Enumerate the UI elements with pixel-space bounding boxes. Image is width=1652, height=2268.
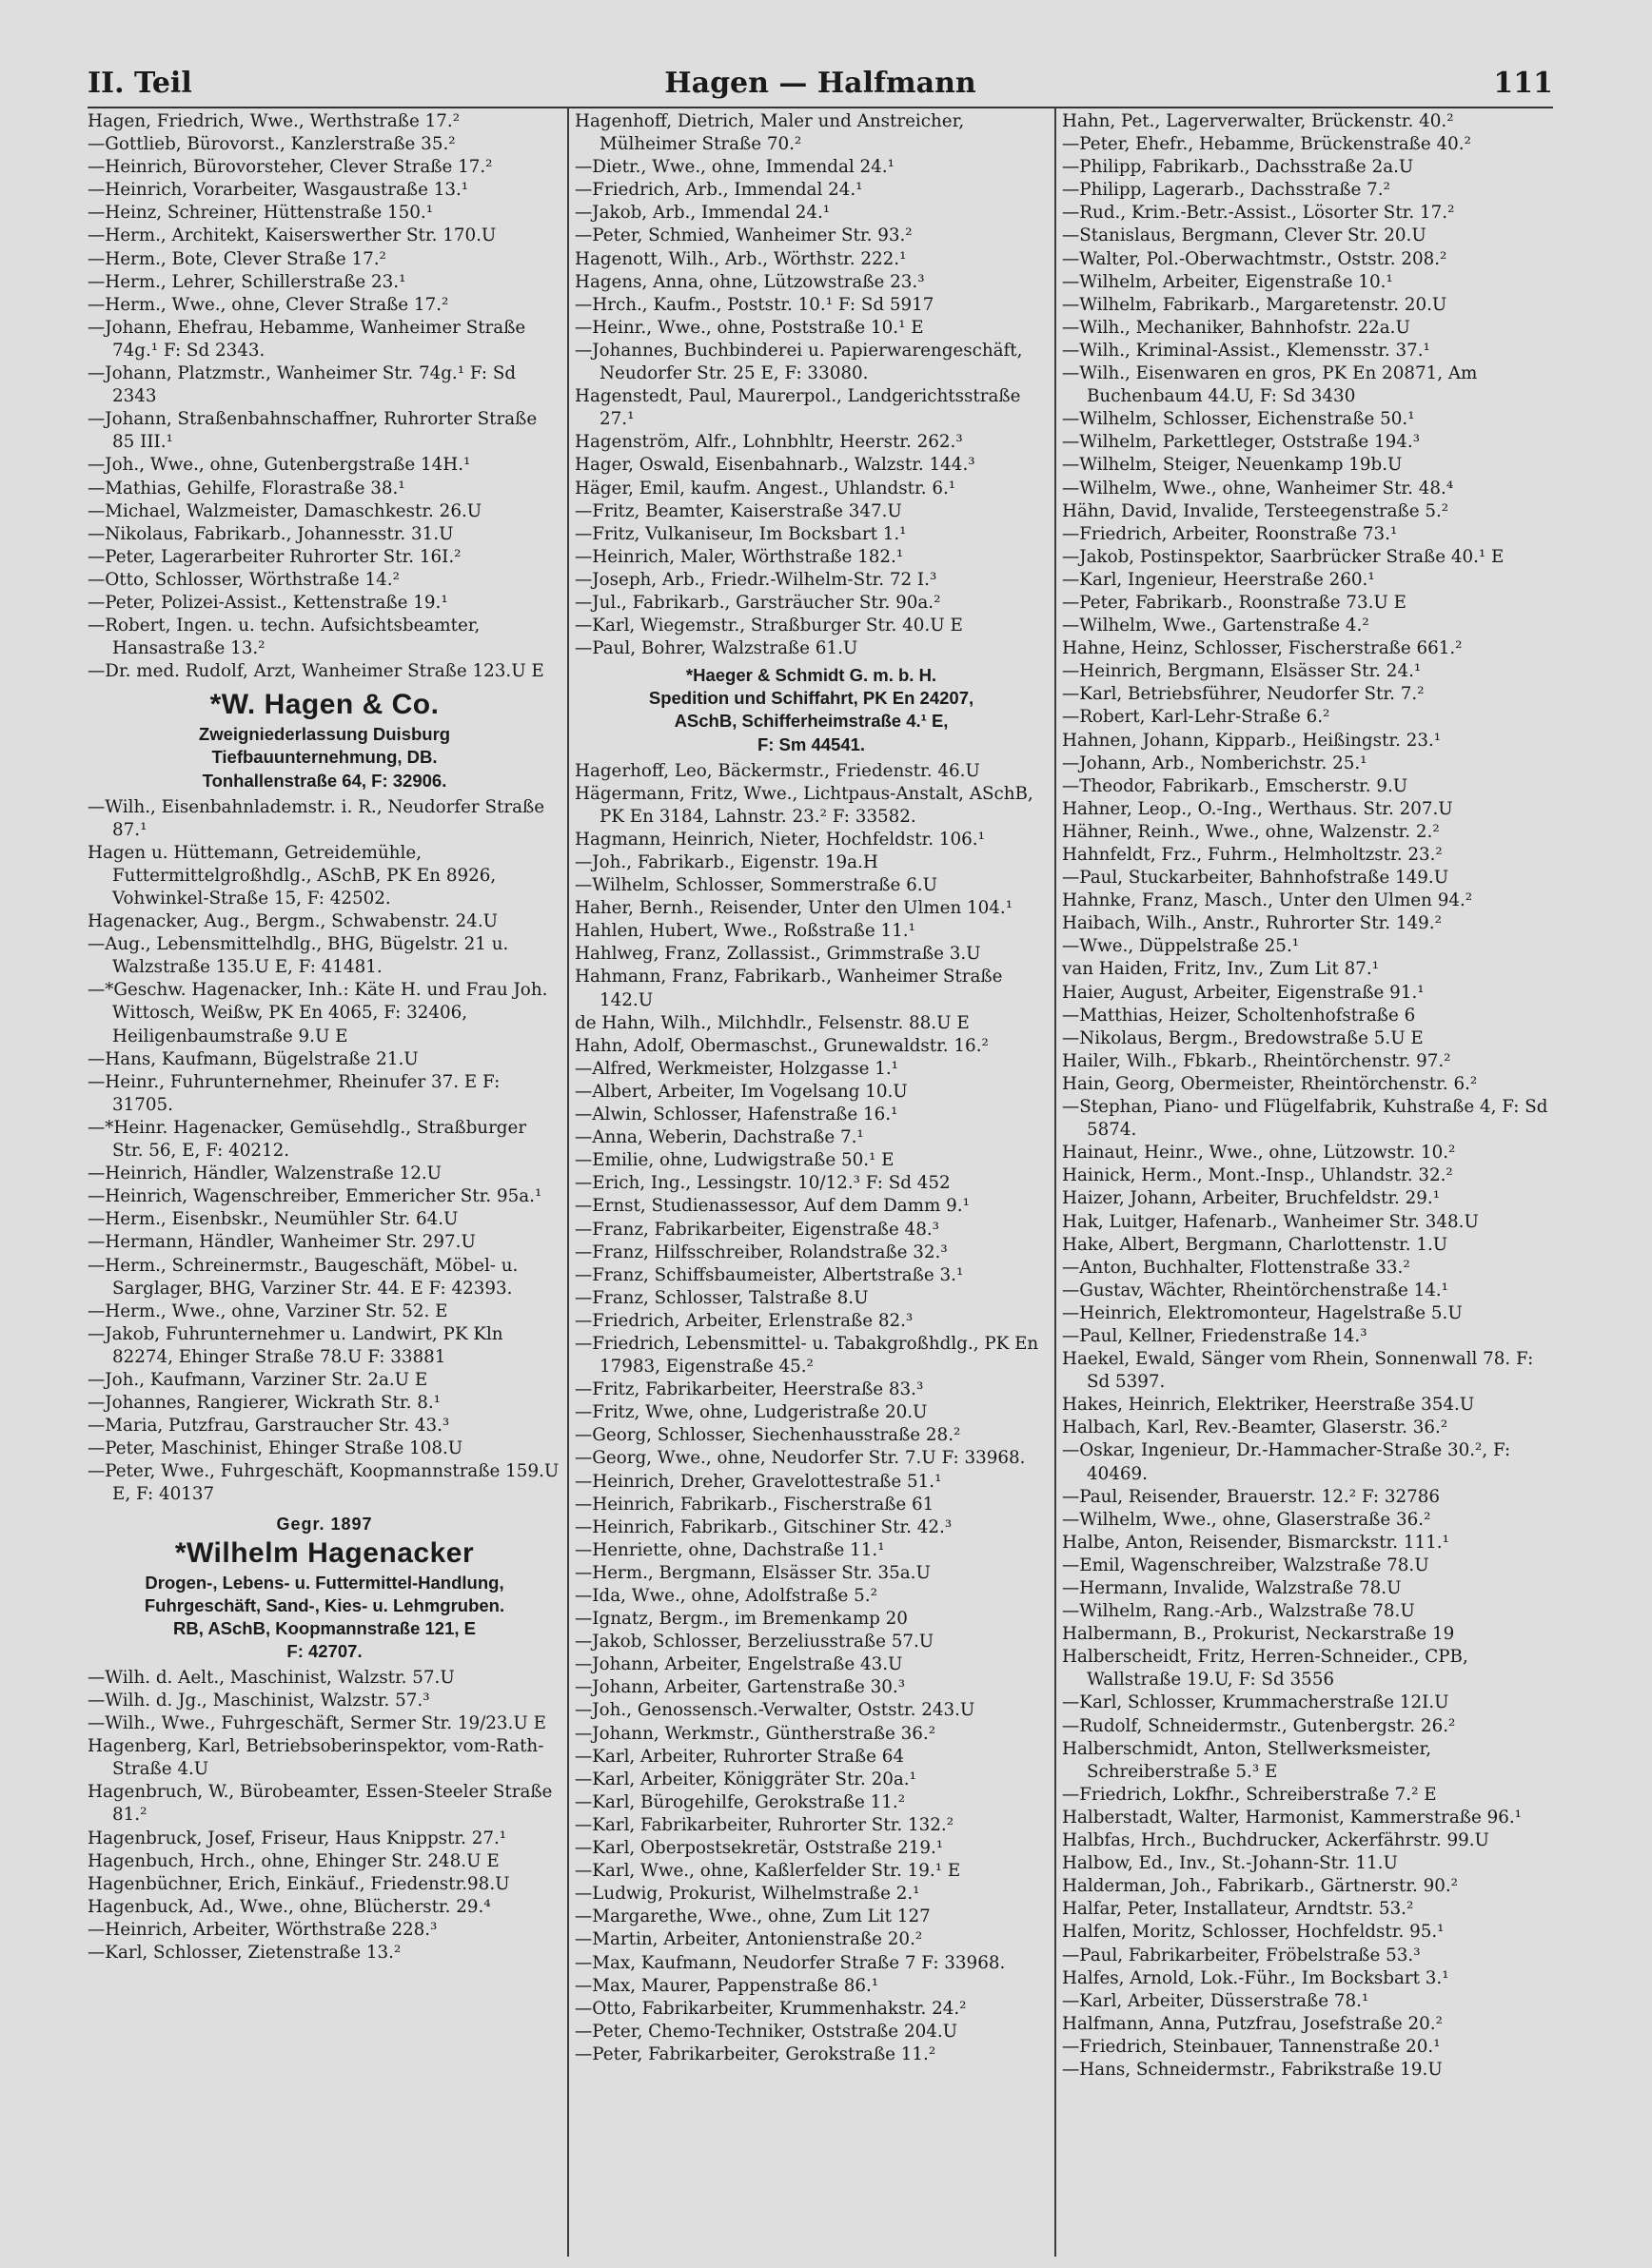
firm-detail-line: Drogen-, Lebens- u. Futtermittel-Handlung, Fuhrgeschäft, Sand-, Kies- u. Lehmgruben. <box>144 1572 505 1615</box>
directory-entry: —Fritz, Wwe, ohne, Ludgeristraße 20.U <box>575 1402 928 1423</box>
directory-entry: —Dietr., Wwe., ohne, Immendal 24.¹ <box>575 157 895 178</box>
directory-entry: —Gustav, Wächter, Rheintörchenstraße 14.¹ <box>1062 1280 1448 1300</box>
directory-entry: —Franz, Schlosser, Talstraße 8.U <box>575 1287 869 1308</box>
directory-entry: Hagenhoff, Dietrich, Maler und Anstreicher, Mülheimer Straße 70.² <box>575 111 965 155</box>
directory-entry: —Mathias, Gehilfe, Florastraße 38.¹ <box>88 478 405 499</box>
directory-entry: Haibach, Wilh., Anstr., Ruhrorter Str. 149.² <box>1062 913 1442 934</box>
directory-entry: —Joh., Genossensch.-Verwalter, Oststr. 243.U <box>575 1700 975 1721</box>
directory-entry: —Johannes, Rangierer, Wickrath Str. 8.¹ <box>88 1393 441 1414</box>
directory-entry: —Peter, Chemo-Techniker, Oststraße 204.U <box>575 2021 958 2042</box>
directory-entry: —Heinz, Schreiner, Hüttenstraße 150.¹ <box>88 203 434 224</box>
directory-entry: —Rud., Krim.-Betr.-Assist., Lösorter Str. 17.² <box>1062 203 1455 224</box>
directory-entry: —Friedrich, Steinbauer, Tannenstraße 20.¹ <box>1062 2036 1441 2057</box>
directory-entry: Haekel, Ewald, Sänger vom Rhein, Sonnenwall 78. F: Sd 5397. <box>1062 1349 1534 1393</box>
directory-entry: —Karl, Oberpostsekretär, Oststraße 219.¹ <box>575 1838 944 1859</box>
directory-entry: Halbfas, Hrch., Buchdrucker, Ackerfährstr. 99.U <box>1062 1830 1489 1851</box>
column-1 <box>88 110 561 2251</box>
directory-entry: —Walter, Pol.-Oberwachtmstr., Oststr. 208.² <box>1062 248 1447 269</box>
directory-entry: Hainaut, Heinr., Wwe., ohne, Lützowstr. 10.² <box>1062 1143 1456 1163</box>
directory-entry: —Herm., Architekt, Kaiserswerther Str. 170.U <box>88 225 497 246</box>
directory-entry: —Franz, Fabrikarbeiter, Eigenstraße 48.³ <box>575 1219 939 1240</box>
directory-entry: —Robert, Ingen. u. techn. Aufsichtsbeamter, Hansastraße 13.² <box>88 616 481 659</box>
column-divider <box>567 107 569 2257</box>
directory-entry: —Heinrich, Maler, Wörthstraße 182.¹ <box>575 546 904 567</box>
directory-entry: —Hans, Kaufmann, Bügelstraße 21.U <box>88 1048 419 1069</box>
directory-entry: —Peter, Schmied, Wanheimer Str. 93.² <box>575 225 913 246</box>
firm-advertisement <box>88 1513 561 1663</box>
directory-entry: —Nikolaus, Bergm., Bredowstraße 5.U E <box>1062 1027 1424 1048</box>
directory-entry: Hahmann, Franz, Fabrikarb., Wanheimer Straße 142.U <box>575 967 1003 1010</box>
directory-entry: —Henriette, ohne, Dachstraße 11.¹ <box>575 1539 885 1560</box>
directory-entry: —Wilhelm, Wwe., ohne, Wanheimer Str. 48.⁴ <box>1062 478 1454 499</box>
directory-entry: Hagens, Anna, ohne, Lützowstraße 23.³ <box>575 271 925 292</box>
directory-entry: —Wilh., Eisenwaren en gros, PK En 20871, Am Buchenbaum 44.U, F: Sd 3430 <box>1062 363 1478 407</box>
directory-entry: —Franz, Hilfsschreiber, Rolandstraße 32.³ <box>575 1242 948 1262</box>
directory-entry: —Heinrich, Wagenschreiber, Emmericher Str. 95a.¹ <box>88 1186 542 1207</box>
column-divider <box>1054 107 1056 2257</box>
directory-entry: —Peter, Maschinist, Ehinger Straße 108.U <box>88 1438 463 1459</box>
directory-entry: —Rudolf, Schneidermstr., Gutenbergstr. 26.² <box>1062 1715 1456 1736</box>
directory-entry: Hain, Georg, Obermeister, Rheintörchenstr. 6.² <box>1062 1073 1478 1094</box>
directory-entry: Hake, Albert, Bergmann, Charlottenstr. 1.U <box>1062 1234 1448 1255</box>
firm-advertisement <box>88 687 561 792</box>
directory-entry: Hagmann, Heinrich, Nieter, Hochfeldstr. 106.¹ <box>575 829 985 850</box>
directory-entry: —Herm., Wwe., ohne, Varziner Str. 52. E <box>88 1300 448 1321</box>
directory-entry: —Herm., Bergmann, Elsässer Str. 35a.U <box>575 1562 931 1583</box>
directory-entry: —Wilhelm, Wwe., Gartenstraße 4.² <box>1062 616 1369 636</box>
directory-entry: —Stephan, Piano- und Flügelfabrik, Kuhstraße 4, F: Sd 5874. <box>1062 1097 1548 1141</box>
directory-entry: —Fritz, Fabrikarbeiter, Heerstraße 83.³ <box>575 1379 924 1400</box>
directory-entry: —Wilhelm, Schlosser, Eichenstraße 50.¹ <box>1062 409 1415 430</box>
directory-entry: Hägermann, Fritz, Wwe., Lichtpaus-Anstalt, ASchB, PK En 3184, Lahnstr. 23.² F: 33582. <box>575 783 1033 827</box>
directory-entry: —Karl, Schlosser, Krummacherstraße 12I.U <box>1062 1692 1449 1713</box>
directory-entry: —Hermann, Händler, Wanheimer Str. 297.U <box>88 1232 476 1253</box>
page-range-title: Hagen — Halfmann <box>664 67 976 100</box>
directory-entry: —Max, Maurer, Pappenstraße 86.¹ <box>575 1975 879 1996</box>
directory-entry: Halbermann, B., Prokurist, Neckarstraße 19 <box>1062 1624 1455 1645</box>
directory-entry: Hahner, Leop., O.-Ing., Werthaus. Str. 207.U <box>1062 798 1453 819</box>
directory-entry: —Johann, Arbeiter, Gartenstraße 30.³ <box>575 1677 906 1698</box>
directory-entry: —Joh., Fabrikarb., Eigenstr. 19a.H <box>575 852 878 872</box>
directory-entry: —Heinrich, Vorarbeiter, Wasgaustraße 13.¹ <box>88 180 469 201</box>
directory-entry: —Friedrich, Arbeiter, Roonstraße 73.¹ <box>1062 523 1398 544</box>
directory-entry: —Jakob, Schlosser, Berzeliusstraße 57.U <box>575 1632 934 1652</box>
directory-entry: —Jakob, Arb., Immendal 24.¹ <box>575 203 831 224</box>
directory-entry: —Joseph, Arb., Friedr.-Wilhelm-Str. 72 I.³ <box>575 569 937 590</box>
directory-entry: —Ludwig, Prokurist, Wilhelmstraße 2.¹ <box>575 1884 920 1905</box>
directory-entry: —Emil, Wagenschreiber, Walzstraße 78.U <box>1062 1554 1429 1575</box>
directory-entry: —Philipp, Fabrikarb., Dachsstraße 2a.U <box>1062 157 1414 178</box>
directory-entry: Hagenberg, Karl, Betriebsoberinspektor, vom-Rath-Straße 4.U <box>88 1736 544 1780</box>
directory-entry: —Emilie, ohne, Ludwigstraße 50.¹ E <box>575 1150 895 1171</box>
directory-entry: Hagenbuck, Ad., Wwe., ohne, Blücherstr. 29.⁴ <box>88 1896 491 1917</box>
directory-entry: —Fritz, Beamter, Kaiserstraße 347.U <box>575 500 902 521</box>
directory-entry: —Karl, Schlosser, Zietenstraße 13.² <box>88 1943 402 1964</box>
directory-entry: —Margarethe, Wwe., ohne, Zum Lit 127 <box>575 1906 931 1927</box>
directory-entry: Halbach, Karl, Rev.-Beamter, Glaserstr. 36.² <box>1062 1418 1448 1438</box>
directory-entry: Halberschmidt, Anton, Stellwerksmeister, Schreiberstraße 5.³ E <box>1062 1738 1432 1782</box>
directory-entry: —Oskar, Ingenieur, Dr.-Hammacher-Straße 30.², F: 40469. <box>1062 1440 1511 1484</box>
directory-entry: Halfes, Arnold, Lok.-Führ., Im Bocksbart 3.¹ <box>1062 1967 1449 1988</box>
directory-entry: Hagen, Friedrich, Wwe., Werthstraße 17.² <box>88 111 461 131</box>
directory-entry: —Karl, Wwe., ohne, Kaßlerfelder Str. 19.¹ E <box>575 1861 961 1882</box>
directory-entry: Hahne, Heinz, Schlosser, Fischerstraße 661.² <box>1062 638 1463 659</box>
directory-entry: —Peter, Fabrikarbeiter, Gerokstraße 11.² <box>575 2043 936 2064</box>
directory-entry: —Joh., Wwe., ohne, Gutenbergstraße 14H.¹ <box>88 455 471 476</box>
firm-detail-line: Tiefbauunternehmung, DB. <box>211 747 438 768</box>
directory-entry: —Martin, Arbeiter, Antonienstraße 20.² <box>575 1929 923 1950</box>
directory-entry: —Johann, Werkmstr., Güntherstraße 36.² <box>575 1723 936 1744</box>
directory-entry: Halfmann, Anna, Putzfrau, Josefstraße 20.² <box>1062 2013 1443 2034</box>
founded-year: Gegr. 1897 <box>276 1514 373 1534</box>
directory-entry: Halfen, Moritz, Schlosser, Hochfeldstr. 95.¹ <box>1062 1922 1445 1943</box>
firm-detail-line: F: Sm 44541. <box>757 733 866 754</box>
directory-entry: Halderman, Joh., Fabrikarb., Gärtnerstr. 90.² <box>1062 1876 1459 1897</box>
directory-entry: —Robert, Karl-Lehr-Straße 6.² <box>1062 707 1330 728</box>
directory-entry: —Otto, Schlosser, Wörthstraße 14.² <box>88 569 400 590</box>
directory-entry: Halberscheidt, Fritz, Herren-Schneider., CPB, Wallstraße 19.U, F: Sd 3556 <box>1062 1647 1468 1691</box>
directory-entry: —Johann, Straßenbahnschaffner, Ruhrorter Straße 85 III.¹ <box>88 409 538 453</box>
directory-entry: Hager, Oswald, Eisenbahnarb., Walzstr. 144.³ <box>575 455 975 476</box>
directory-entry: Hähn, David, Invalide, Tersteegenstraße 5.² <box>1062 500 1449 521</box>
directory-entry: Hagenacker, Aug., Bergm., Schwabenstr. 24.U <box>88 911 499 932</box>
directory-entry: —Wilhelm, Rang.-Arb., Walzstraße 78.U <box>1062 1601 1415 1622</box>
directory-entry: —Heinrich, Fabrikarb., Gitschiner Str. 42.³ <box>575 1516 953 1537</box>
directory-entry: —Paul, Stuckarbeiter, Bahnhofstraße 149.U <box>1062 868 1449 889</box>
directory-entry: Hagenström, Alfr., Lohnbhltr, Heerstr. 262.³ <box>575 432 963 453</box>
directory-entry: de Hahn, Wilh., Milchhdlr., Felsenstr. 88.U E <box>575 1012 970 1033</box>
directory-entry: —Anna, Weberin, Dachstraße 7.¹ <box>575 1127 864 1148</box>
firm-detail-line: ASchB, Schifferheimstraße 4.¹ E, <box>674 711 949 732</box>
directory-entry: —Peter, Lagerarbeiter Ruhrorter Str. 16I.² <box>88 546 462 567</box>
page-header <box>88 67 1553 105</box>
directory-entry: —Wilhelm, Steiger, Neuenkamp 19b.U <box>1062 455 1403 476</box>
firm-detail-line: Zweigniederlassung Duisburg <box>198 724 451 745</box>
directory-entry: Halbow, Ed., Inv., St.-Johann-Str. 11.U <box>1062 1853 1398 1874</box>
directory-entry: —Johann, Ehefrau, Hebamme, Wanheimer Straße 74g.¹ F: Sd 2343. <box>88 317 526 361</box>
directory-entry: —Maria, Putzfrau, Garstraucher Str. 43.³ <box>88 1416 450 1437</box>
directory-entry: —Peter, Fabrikarb., Roonstraße 73.U E <box>1062 592 1406 613</box>
directory-entry: —Ignatz, Bergm., im Bremenkamp 20 <box>575 1609 908 1630</box>
directory-entry: —Philipp, Lagerarb., Dachsstraße 7.² <box>1062 180 1390 201</box>
directory-entry: —Wilh., Wwe., Fuhrgeschäft, Sermer Str. 19/23.U E <box>88 1713 546 1734</box>
directory-entry: —Theodor, Fabrikarb., Emscherstr. 9.U <box>1062 775 1408 796</box>
directory-entry: Hagerhoff, Leo, Bäckermstr., Friedenstr. 46.U <box>575 760 980 781</box>
directory-entry: —Friedrich, Lokfhr., Schreiberstraße 7.² E <box>1062 1784 1437 1805</box>
directory-entry: Hainick, Herm., Mont.-Insp., Uhlandstr. 32.² <box>1062 1165 1453 1186</box>
directory-entry: —Friedrich, Lebensmittel- u. Tabakgroßhdlg., PK En 17983, Eigenstraße 45.² <box>575 1333 1039 1378</box>
directory-entry: —Dr. med. Rudolf, Arzt, Wanheimer Straße 123.U E <box>88 661 544 682</box>
directory-entry: —*Heinr. Hagenacker, Gemüsehdlg., Straßburger Str. 56, E, F: 40212. <box>88 1117 527 1162</box>
directory-entry: van Haiden, Fritz, Inv., Zum Lit 87.¹ <box>1062 959 1380 980</box>
directory-entry: Hahnfeldt, Frz., Fuhrm., Helmholtzstr. 23.² <box>1062 845 1443 865</box>
directory-entry: —Wwe., Düppelstraße 25.¹ <box>1062 936 1300 957</box>
directory-entry: Haizer, Johann, Arbeiter, Bruchfeldstr. 29.¹ <box>1062 1188 1441 1209</box>
directory-entry: —Heinrich, Bürovorsteher, Clever Straße 17.² <box>88 157 493 178</box>
directory-entry: —Herm., Wwe., ohne, Clever Straße 17.² <box>88 294 449 315</box>
directory-entry: —Karl, Bürogehilfe, Gerokstraße 11.² <box>575 1791 906 1812</box>
directory-entry: —Herm., Bote, Clever Straße 17.² <box>88 248 386 269</box>
header-rule <box>88 107 1553 108</box>
directory-entry: —Wilh., Eisenbahnlademstr. i. R., Neudorfer Straße 87.¹ <box>88 796 545 840</box>
directory-entry: Hahlweg, Franz, Zollassist., Grimmstraße 3.U <box>575 944 981 965</box>
directory-entry: —Hrch., Kaufm., Poststr. 10.¹ F: Sd 5917 <box>575 294 934 315</box>
directory-entry: —Heinrich, Dreher, Gravelottestraße 51.¹ <box>575 1471 942 1492</box>
directory-entry: Hagenstedt, Paul, Maurerpol., Landgerichtsstraße 27.¹ <box>575 386 1021 430</box>
directory-entry: —Karl, Wiegemstr., Straßburger Str. 40.U E <box>575 616 963 636</box>
directory-entry: —Karl, Ingenieur, Heerstraße 260.¹ <box>1062 569 1375 590</box>
directory-entry: Hahlen, Hubert, Wwe., Roßstraße 11.¹ <box>575 921 915 942</box>
directory-entry: —Johannes, Buchbinderei u. Papierwarengeschäft, Neudorfer Str. 25 E, F: 33080. <box>575 340 1023 384</box>
directory-entry: Häger, Emil, kaufm. Angest., Uhlandstr. 6.¹ <box>575 478 956 499</box>
directory-entry: —Heinrich, Bergmann, Elsässer Str. 24.¹ <box>1062 661 1422 682</box>
directory-entry: —Anton, Buchhalter, Flottenstraße 33.² <box>1062 1257 1410 1278</box>
directory-entry: —Paul, Fabrikarbeiter, Fröbelstraße 53.³ <box>1062 1945 1421 1965</box>
directory-entry: Hagenbruch, W., Bürobeamter, Essen-Steeler Straße 81.² <box>88 1782 553 1826</box>
directory-entry: —Franz, Schiffsbaumeister, Albertstraße 3.¹ <box>575 1264 964 1285</box>
directory-entry: —Heinrich, Elektromonteur, Hagelstraße 5.U <box>1062 1302 1463 1323</box>
firm-detail-line: Spedition und Schiffahrt, PK En 24207, <box>648 688 974 709</box>
directory-entry: —Paul, Reisender, Brauerstr. 12.² F: 32786 <box>1062 1486 1441 1507</box>
directory-entry: Hagenott, Wilh., Arb., Wörthstr. 222.¹ <box>575 248 907 269</box>
directory-entry: —Gottlieb, Bürovorst., Kanzlerstraße 35.² <box>88 134 456 155</box>
directory-entry: —Jakob, Fuhrunternehmer u. Landwirt, PK Kln 82274, Ehinger Straße 78.U F: 33881 <box>88 1323 503 1367</box>
column-3 <box>1062 110 1553 2251</box>
directory-entry: —Paul, Kellner, Friedenstraße 14.³ <box>1062 1325 1367 1346</box>
directory-entry: —Jul., Fabrikarb., Garsträucher Str. 90a.² <box>575 592 941 613</box>
directory-entry: Hahnke, Franz, Masch., Unter den Ulmen 94.² <box>1062 890 1473 911</box>
directory-entry: —Michael, Walzmeister, Damaschkestr. 26.U <box>88 500 482 521</box>
directory-entry: Hahn, Pet., Lagerverwalter, Brückenstr. 40.² <box>1062 111 1454 131</box>
directory-entry: Halberstadt, Walter, Harmonist, Kammerstraße 96.¹ <box>1062 1807 1522 1828</box>
directory-entry: —Erich, Ing., Lessingstr. 10/12.³ F: Sd 452 <box>575 1173 951 1194</box>
firm-name: *Wilhelm Hagenacker <box>174 1536 475 1569</box>
directory-entry: Hakes, Heinrich, Elektriker, Heerstraße 354.U <box>1062 1395 1475 1416</box>
directory-entry: —Heinrich, Arbeiter, Wörthstraße 228.³ <box>88 1919 438 1940</box>
directory-entry: —Wilh., Mechaniker, Bahnhofstr. 22a.U <box>1062 317 1410 338</box>
directory-entry: Hagenbuch, Hrch., ohne, Ehinger Str. 248.U E <box>88 1850 500 1871</box>
directory-entry: —Wilh. d. Jg., Maschinist, Walzstr. 57.³ <box>88 1691 430 1711</box>
directory-entry: —Alwin, Schlosser, Hafenstraße 16.¹ <box>575 1105 898 1125</box>
directory-entry: —Ernst, Studienassessor, Auf dem Damm 9.¹ <box>575 1196 970 1217</box>
directory-entry: —Max, Kaufmann, Neudorfer Straße 7 F: 33968. <box>575 1952 1006 1973</box>
firm-advertisement <box>575 664 1048 755</box>
directory-entry: —Albert, Arbeiter, Im Vogelsang 10.U <box>575 1081 908 1102</box>
directory-entry: —Wilh., Kriminal-Assist., Klemensstr. 37.¹ <box>1062 340 1430 361</box>
directory-entry: Hagenbruck, Josef, Friseur, Haus Knippstr. 27.¹ <box>88 1828 507 1848</box>
column-2 <box>575 110 1048 2251</box>
directory-entry: Hähner, Reinh., Wwe., ohne, Walzenstr. 2.² <box>1062 821 1440 842</box>
directory-entry: —Wilh. d. Aelt., Maschinist, Walzstr. 57.U <box>88 1667 455 1688</box>
directory-entry: —Peter, Ehefr., Hebamme, Brückenstraße 40.² <box>1062 134 1471 155</box>
directory-entry: —Wilhelm, Wwe., ohne, Glaserstraße 36.² <box>1062 1509 1431 1530</box>
directory-entry: Hailer, Wilh., Fbkarb., Rheintörchenstr. 97.² <box>1062 1050 1451 1071</box>
directory-entry: Halbe, Anton, Reisender, Bismarckstr. 111.¹ <box>1062 1532 1449 1553</box>
directory-entry: —Stanislaus, Bergmann, Clever Str. 20.U <box>1062 225 1426 246</box>
directory-entry: —Wilhelm, Fabrikarb., Margaretenstr. 20.U <box>1062 294 1447 315</box>
directory-entry: —Wilhelm, Schlosser, Sommerstraße 6.U <box>575 875 937 896</box>
directory-entry: —Peter, Wwe., Fuhrgeschäft, Koopmannstraße 159.U E, F: 40137 <box>88 1461 560 1505</box>
directory-entry: —Ida, Wwe., ohne, Adolfstraße 5.² <box>575 1586 877 1606</box>
directory-entry: —Joh., Kaufmann, Varziner Str. 2a.U E <box>88 1369 428 1390</box>
directory-entry: —Heinr., Wwe., ohne, Poststraße 10.¹ E <box>575 317 924 338</box>
directory-entry: —Georg, Schlosser, Siechenhausstraße 28.² <box>575 1425 961 1446</box>
directory-entry: —Nikolaus, Fabrikarb., Johannesstr. 31.U <box>88 523 454 544</box>
directory-entry: —Georg, Wwe., ohne, Neudorfer Str. 7.U F: 33968. <box>575 1448 1026 1469</box>
directory-entry: —Wilhelm, Arbeiter, Eigenstraße 10.¹ <box>1062 271 1393 292</box>
directory-entry: —*Geschw. Hagenacker, Inh.: Käte H. und Frau Joh. Wittosch, Weißw, PK En 4065, F: 32406, Heiligenbaumstraße 9.U E <box>88 980 548 1046</box>
directory-entry: —Karl, Fabrikarbeiter, Ruhrorter Str. 132.² <box>575 1814 954 1835</box>
directory-entry: —Karl, Betriebsführer, Neudorfer Str. 7.² <box>1062 684 1425 705</box>
directory-entry: —Heinrich, Händler, Walzenstraße 12.U <box>88 1163 442 1184</box>
firm-name: *W. Hagen & Co. <box>209 689 440 721</box>
directory-entry: —Johann, Arbeiter, Engelstraße 43.U <box>575 1654 903 1675</box>
directory-entry: Hak, Luitger, Hafenarb., Wanheimer Str. 348.U <box>1062 1211 1479 1232</box>
directory-entry: Hagen u. Hüttemann, Getreidemühle, Futtermittelgroßhdlg., ASchB, PK En 8926, Vohwinkel-Straße 15, F: 42502. <box>88 842 497 909</box>
directory-entry: Hagenbüchner, Erich, Einkäuf., Friedenstr.98.U <box>88 1873 510 1894</box>
directory-entry: —Herm., Schreinermstr., Baugeschäft, Möbel- u. Sarglager, BHG, Varziner Str. 44. E F: 42393. <box>88 1255 519 1299</box>
directory-entry: —Heinr., Fuhrunternehmer, Rheinufer 37. E F: 31705. <box>88 1071 501 1115</box>
firm-detail-line: *Haeger & Schmidt G. m. b. H. <box>685 665 937 686</box>
directory-entry: —Wilhelm, Parkettleger, Oststraße 194.³ <box>1062 432 1421 453</box>
directory-entry: —Paul, Bohrer, Walzstraße 61.U <box>575 638 858 659</box>
directory-entry: Hahn, Adolf, Obermaschst., Grunewaldstr. 16.² <box>575 1035 989 1056</box>
directory-entry: —Karl, Arbeiter, Düsserstraße 78.¹ <box>1062 1990 1369 2011</box>
firm-detail-line: RB, ASchB, Koopmannstraße 121, E <box>173 1617 476 1638</box>
directory-entry: —Alfred, Werkmeister, Holzgasse 1.¹ <box>575 1058 899 1079</box>
directory-entry: —Johann, Platzmstr., Wanheimer Str. 74g.¹ F: Sd 2343 <box>88 363 517 407</box>
firm-detail-line: F: 42707. <box>286 1640 363 1661</box>
directory-entry: —Friedrich, Arb., Immendal 24.¹ <box>575 180 863 201</box>
directory-entry: —Fritz, Vulkaniseur, Im Bocksbart 1.¹ <box>575 523 907 544</box>
directory-entry: —Peter, Polizei-Assist., Kettenstraße 19.¹ <box>88 592 448 613</box>
directory-entry: Halfar, Peter, Installateur, Arndtstr. 53.² <box>1062 1899 1414 1920</box>
directory-entry: —Herm., Lehrer, Schillerstraße 23.¹ <box>88 271 406 292</box>
directory-entry: —Friedrich, Arbeiter, Erlenstraße 82.³ <box>575 1310 914 1331</box>
directory-entry: —Hermann, Invalide, Walzstraße 78.U <box>1062 1578 1402 1598</box>
directory-entry: —Aug., Lebensmittelhdlg., BHG, Bügelstr. 21 u. Walzstraße 135.U E, F: 41481. <box>88 934 509 978</box>
directory-entry: —Herm., Eisenbskr., Neumühler Str. 64.U <box>88 1209 459 1230</box>
directory-entry: —Karl, Arbeiter, Ruhrorter Straße 64 <box>575 1746 904 1767</box>
part-label: II. Teil <box>88 67 192 100</box>
directory-entry: —Matthias, Heizer, Scholtenhofstraße 6 <box>1062 1005 1416 1026</box>
firm-detail-line: Tonhallenstraße 64, F: 32906. <box>202 770 447 791</box>
directory-entry: Haier, August, Arbeiter, Eigenstraße 91.¹ <box>1062 982 1425 1003</box>
directory-entry: —Johann, Arb., Nomberichstr. 25.¹ <box>1062 753 1367 773</box>
directory-entry: Hahnen, Johann, Kipparb., Heißingstr. 23.¹ <box>1062 730 1442 751</box>
directory-entry: Haher, Bernh., Reisender, Unter den Ulmen 104.¹ <box>575 898 1013 919</box>
directory-entry: —Otto, Fabrikarbeiter, Krummenhakstr. 24.² <box>575 1998 967 2019</box>
directory-entry: —Karl, Arbeiter, Königgräter Str. 20a.¹ <box>575 1769 916 1789</box>
page-number: 111 <box>1493 67 1553 100</box>
directory-entry: —Heinrich, Fabrikarb., Fischerstraße 61 <box>575 1494 934 1515</box>
directory-entry: —Jakob, Postinspektor, Saarbrücker Straße 40.¹ E <box>1062 546 1504 567</box>
directory-entry: —Hans, Schneidermstr., Fabrikstraße 19.U <box>1062 2059 1443 2080</box>
